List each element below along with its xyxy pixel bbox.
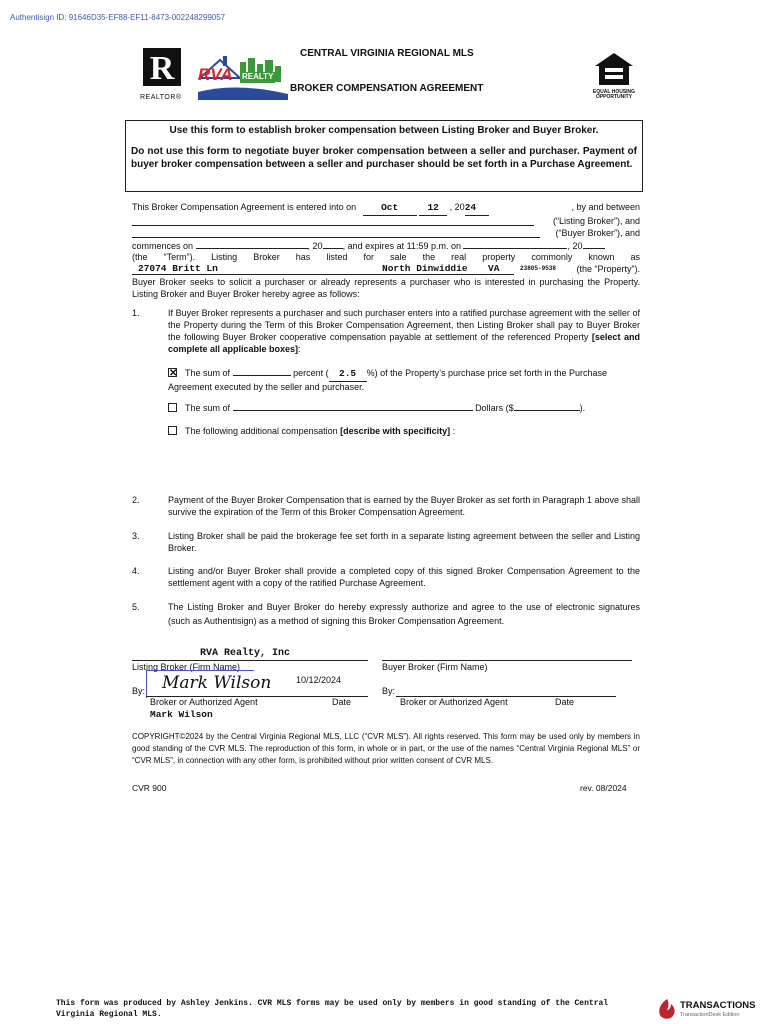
listing-agent-label: Broker or Authorized Agent bbox=[150, 697, 258, 707]
option-additional bbox=[168, 426, 640, 438]
section-1-bold: [select and complete all applicable boxes] bbox=[168, 331, 640, 354]
revision: rev. 08/2024 bbox=[580, 783, 627, 793]
equal-housing-text: EQUAL HOUSING bbox=[592, 88, 636, 95]
opt1-c: %) of the Property’s purchase price set forth in the Purchase Agreement executed by the seller and purchaser. bbox=[168, 368, 608, 392]
sum-words-field[interactable] bbox=[233, 402, 473, 411]
section-3-text: Listing Broker shall be paid the brokerage fee set forth in a separate listing agreement between the seller and Listing Broker. bbox=[168, 531, 640, 553]
listing-broker-label: (“Listing Broker”), and bbox=[552, 216, 640, 226]
svg-text:R: R bbox=[149, 50, 175, 87]
opt2-b: Dollars ($ bbox=[475, 403, 514, 413]
expire-year-field[interactable] bbox=[583, 240, 605, 249]
section-3-num: 3. bbox=[132, 531, 140, 541]
expire-date-field[interactable] bbox=[463, 240, 567, 249]
listing-by-label: By: bbox=[132, 686, 146, 696]
sum-amount-field[interactable] bbox=[514, 402, 580, 411]
org-title: CENTRAL VIRGINIA REGIONAL MLS bbox=[300, 48, 474, 59]
rva-realty-logo bbox=[196, 48, 290, 100]
transactions-logo bbox=[656, 998, 756, 1022]
property-address-field[interactable] bbox=[132, 264, 514, 275]
additional-checkbox[interactable] bbox=[168, 426, 177, 435]
realty-logo-word: REALTY bbox=[242, 72, 274, 81]
copyright-text: COPYRIGHT©2024 by the Central Virginia Regional MLS, LLC (“CVR MLS”). All rights reserved. This form may be used only by members in good standing of the CVR MLS. The reproduction of this form, in whole or in part, or the use of the names “Central Virginia Regional MLS” or “CVR MLS”, in connection with any other form, is prohibited without prior written consent of CVR MLS. bbox=[132, 732, 640, 765]
section-2-num: 2. bbox=[132, 495, 140, 505]
envelope-id: Authentisign ID: 91646D35-EF88-EF11-8473-002248299057 bbox=[10, 13, 226, 22]
listing-firm-fill: RVA Realty, Inc bbox=[200, 648, 291, 659]
day-field[interactable]: 12 bbox=[419, 202, 447, 216]
section-5 bbox=[132, 601, 640, 629]
option-percent bbox=[168, 367, 640, 393]
opt1-b: percent ( bbox=[293, 368, 329, 378]
realtor-mark: REALTOR® bbox=[140, 93, 182, 101]
zip-fill[interactable]: 23805-9538 bbox=[520, 265, 557, 272]
section-4-text: Listing and/or Buyer Broker shall provide a completed copy of this signed Broker Compensation Agreement to the settlement agent with a copy of the ratified Purchase Agreement. bbox=[168, 566, 640, 588]
opportunity-text: OPPORTUNITY bbox=[595, 94, 633, 101]
opt3-a: The following additional compensation bbox=[185, 426, 338, 436]
realtor-logo bbox=[140, 46, 188, 101]
realtor-r-icon bbox=[140, 46, 188, 88]
brand-name: TRANSACTIONS bbox=[680, 1000, 756, 1011]
expire-year-prefix: , 20 bbox=[567, 241, 583, 251]
section-2-text: Payment of the Buyer Broker Compensation that is earned by the Buyer Broker as set forth in Paragraph 1 above shall survive the expiration of the Term of this Broker Compensation Agreement. bbox=[168, 495, 640, 517]
equal-housing-icon bbox=[594, 52, 634, 86]
rva-logo-word: RVA bbox=[198, 65, 233, 84]
section-4-num: 4. bbox=[132, 566, 140, 576]
section-3 bbox=[132, 531, 640, 555]
listing-firm-label: Listing Broker (Firm Name) bbox=[132, 662, 241, 672]
section-5-text: The Listing Broker and Buyer Broker do hereby expressly authorize and agree to the use of electronic signatures (such as Authentisign) as a method of signing this Broker Compensation Agreement. bbox=[168, 602, 640, 626]
listing-firm-line[interactable] bbox=[132, 660, 368, 661]
opt2-a: The sum of bbox=[185, 403, 231, 413]
section-1: 1. If Buyer Broker represents a purchaser and such purchaser enters into a ratified purchase agreement with the seller of the Property during the Term of this Broker Compensation Agreement, then Listing Broker shall pay to Buyer Broker the following Buyer Broker cooperative compensation payable at settlement of the referenced Property [select and complete all applicable boxes]: bbox=[132, 308, 640, 354]
percent-checkbox[interactable] bbox=[168, 368, 177, 377]
commence-year-field[interactable] bbox=[323, 240, 343, 249]
section-5-num: 5. bbox=[132, 602, 140, 612]
notice-box bbox=[125, 120, 643, 192]
buyer-date-label: Date bbox=[555, 697, 575, 707]
percent-field[interactable]: 2.5 bbox=[329, 368, 367, 382]
buyer-by-label: By: bbox=[382, 686, 396, 696]
opt3-c: : bbox=[452, 426, 456, 436]
signature: Mark Wilson bbox=[162, 673, 272, 693]
notice-line-2: Do not use this form to negotiate buyer broker compensation between a seller and purchaser. Payment of buyer broker compensation between a seller and purchaser should be set forth in a Purchase Agreement. bbox=[131, 146, 637, 170]
term-text: (the “Term”). Listing Broker has listed for sale the real property commonly known as bbox=[132, 252, 640, 262]
buyer-broker-field[interactable] bbox=[132, 228, 540, 238]
buyer-firm-line[interactable] bbox=[382, 660, 632, 661]
city-fill: North Dinwiddie bbox=[382, 263, 468, 274]
notice-line-1: Use this form to establish broker compensation between Listing Broker and Buyer Broker. bbox=[169, 125, 599, 136]
entered-text: This Broker Compensation Agreement is entered into on bbox=[132, 202, 357, 212]
opt1-a: The sum of bbox=[185, 368, 231, 378]
section-4 bbox=[132, 566, 640, 590]
listing-date-label: Date bbox=[332, 697, 352, 707]
option-sum bbox=[168, 402, 640, 415]
transactions-flame-icon bbox=[656, 998, 678, 1020]
equal-housing-logo bbox=[592, 52, 636, 101]
percent-blank[interactable] bbox=[233, 367, 291, 376]
section-1-num: 1. bbox=[132, 308, 140, 318]
address-fill: 27074 Britt Ln bbox=[138, 263, 218, 274]
section-2 bbox=[132, 495, 640, 519]
expires-label: , and expires at 11:59 p.m. on bbox=[342, 241, 461, 251]
listing-broker-field[interactable] bbox=[132, 216, 534, 226]
property-label: (the “Property”). bbox=[576, 264, 640, 274]
year-field[interactable]: 24 bbox=[465, 202, 489, 216]
buyer-agent-label: Broker or Authorized Agent bbox=[400, 697, 508, 707]
produced-by: This form was produced by Ashley Jenkins. CVR MLS forms may be used only by members in good standing of the Central Virginia Regional MLS. bbox=[56, 999, 609, 1019]
state-fill: VA bbox=[488, 263, 500, 274]
buyer-broker-label: (“Buyer Broker”), and bbox=[555, 228, 640, 238]
date-field[interactable]: Oct bbox=[363, 202, 417, 216]
opt2-c: ). bbox=[579, 403, 586, 413]
commence-date-field[interactable] bbox=[196, 240, 308, 249]
sum-checkbox[interactable] bbox=[168, 403, 177, 412]
form-code: CVR 900 bbox=[132, 783, 167, 793]
buyer-firm-label: Buyer Broker (Firm Name) bbox=[382, 662, 488, 672]
opt3-bold: [describe with specificity] bbox=[340, 426, 451, 436]
section-1-text: If Buyer Broker represents a purchaser and such purchaser enters into a ratified purchase agreement with the seller of the Property during the Term of this Broker Compensation Agreement, then Listing Broker shall pay to Buyer Broker the following Buyer Broker cooperative compensation payable at settlement of the referenced Property bbox=[168, 308, 640, 342]
agreement-block bbox=[132, 202, 640, 301]
by-and-between: , by and between bbox=[571, 202, 640, 212]
agent-name-fill: Mark Wilson bbox=[150, 709, 213, 720]
commence-year-prefix: , 20 bbox=[307, 241, 323, 251]
form-title: BROKER COMPENSATION AGREEMENT bbox=[290, 83, 484, 94]
commences-label: commences on bbox=[132, 241, 194, 251]
year-prefix: , 20 bbox=[449, 202, 465, 212]
brand-sub: TransactionDesk Edition bbox=[680, 1012, 740, 1018]
seeks-text: Buyer Broker seeks to solicit a purchaser or already represents a purchaser who is interested in purchasing the Property. Listing Broker and Buyer Broker hereby agree as follows: bbox=[132, 277, 640, 299]
sign-date: 10/12/2024 bbox=[296, 675, 342, 685]
